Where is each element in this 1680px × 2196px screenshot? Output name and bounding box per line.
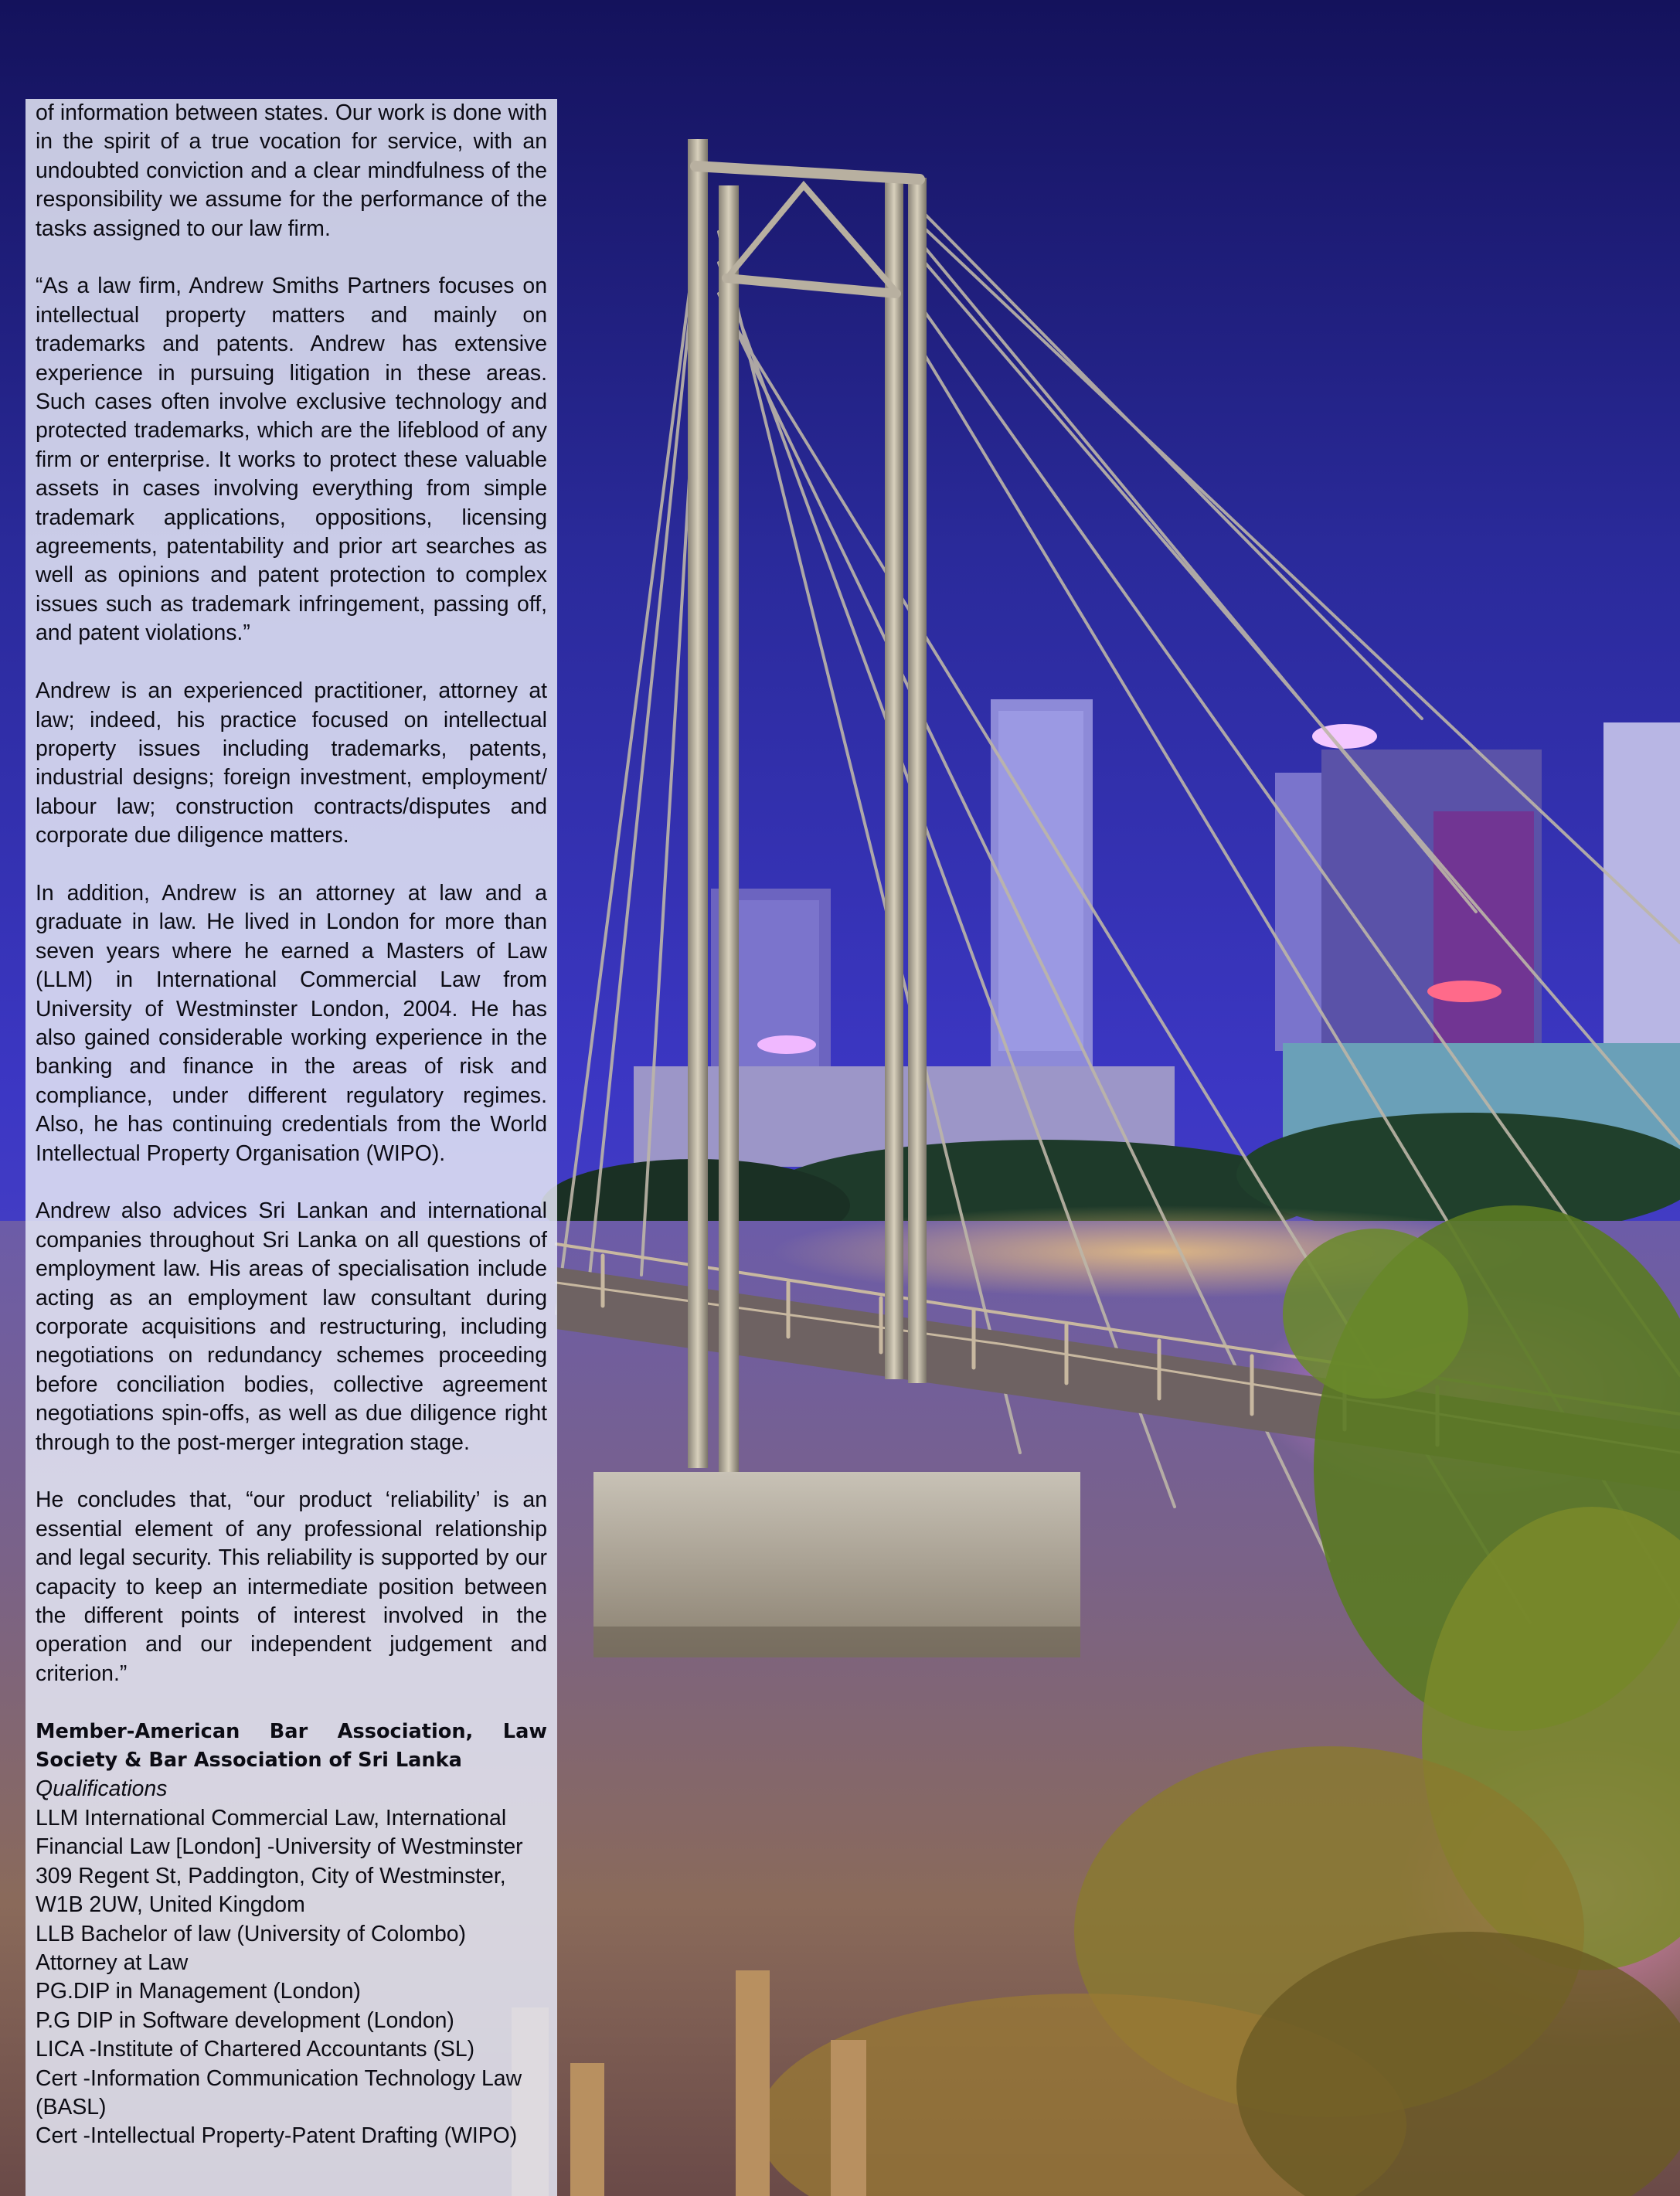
qualification-item: LLM International Commercial Law, International Financial Law [London] -University of Westminster 309 Regent St, Paddington, City of Westminster, W1B 2UW, United Kingdom: [36, 1805, 523, 1918]
qualification-item: PG.DIP in Management (London): [36, 1979, 361, 2004]
qualification-item: LICA -Institute of Chartered Accountants (SL): [36, 2037, 475, 2062]
qualifications-list: [36, 1804, 547, 2151]
qualification-item: Attorney at Law: [36, 1950, 189, 1975]
paragraph-conclusion: He concludes that, “our product ‘reliability’ is an essential element of any professional relationship and legal security. This reliability is supported by our capacity to keep an intermediate position between the different points of interest involved in the operation and our independent judgement and criterion.”: [36, 1487, 547, 1686]
paragraph-practitioner: Andrew is an experienced practitioner, attorney at law; indeed, his practice focused on intellectual property issues including trademarks, patents, industrial designs; foreign investment, employment/ labour law; construction contracts/disputes and corporate due diligence matters.: [36, 678, 547, 848]
qualification-item: Cert -Information Communication Technology Law (BASL): [36, 2065, 522, 2120]
paragraph-law-firm-focus: “As a law firm, Andrew Smiths Partners focuses on intellectual property matters and mainly on trademarks and patents. Andrew has extensive experience in pursuing litigation in these areas. Such cases often involve exclusive technology and protected trademarks, which are the lifeblood of any firm or enterprise. It works to protect these valuable assets in cases involving everything from simple trademark applications, oppositions, licensing agreements, patentability and prior art searches as well as opinions and patent protection to complex issues such as trademark infringement, passing off, and patent violations.”: [36, 274, 547, 646]
paragraph-employment-law: Andrew also advices Sri Lankan and international companies throughout Sri Lanka on all questions of employment law. His areas of specialisation include acting as an employment law consultant during corporate acquisitions and restructuring, including negotiations on redundancy schemes proceeding before conciliation bodies, collective agreement negotiations spin-offs, as well as due diligence right through to the post-merger integration stage.: [36, 1198, 547, 1455]
qualification-item: Cert -Intellectual Property-Patent Drafting (WIPO): [36, 2123, 518, 2149]
article-text: [36, 99, 547, 2151]
paragraph-education: In addition, Andrew is an attorney at law and a graduate in law. He lived in London for more than seven years where he earned a Masters of Law (LLM) in International Commercial Law from University of Westminster London, 2004. He has also gained considerable working experience in the banking and finance in the areas of risk and compliance, under different regulatory regimes. Also, he has continuing credentials from the World Intellectual Property Organisation (WIPO).: [36, 880, 547, 1166]
paragraph-intro: of information between states. Our work is done with in the spirit of a true vocation for service, with an undoubted conviction and a clear mindfulness of the responsibility we assume for the performance of the tasks assigned to our law firm.: [36, 100, 547, 241]
qualifications-label: Qualifications: [36, 1776, 168, 1802]
qualification-item: P.G DIP in Software development (London): [36, 2007, 454, 2033]
membership-heading: Member-American Bar Association, Law Society & Bar Association of Sri Lanka: [36, 1719, 547, 1773]
qualification-item: LLB Bachelor of law (University of Colombo): [36, 1921, 466, 1946]
